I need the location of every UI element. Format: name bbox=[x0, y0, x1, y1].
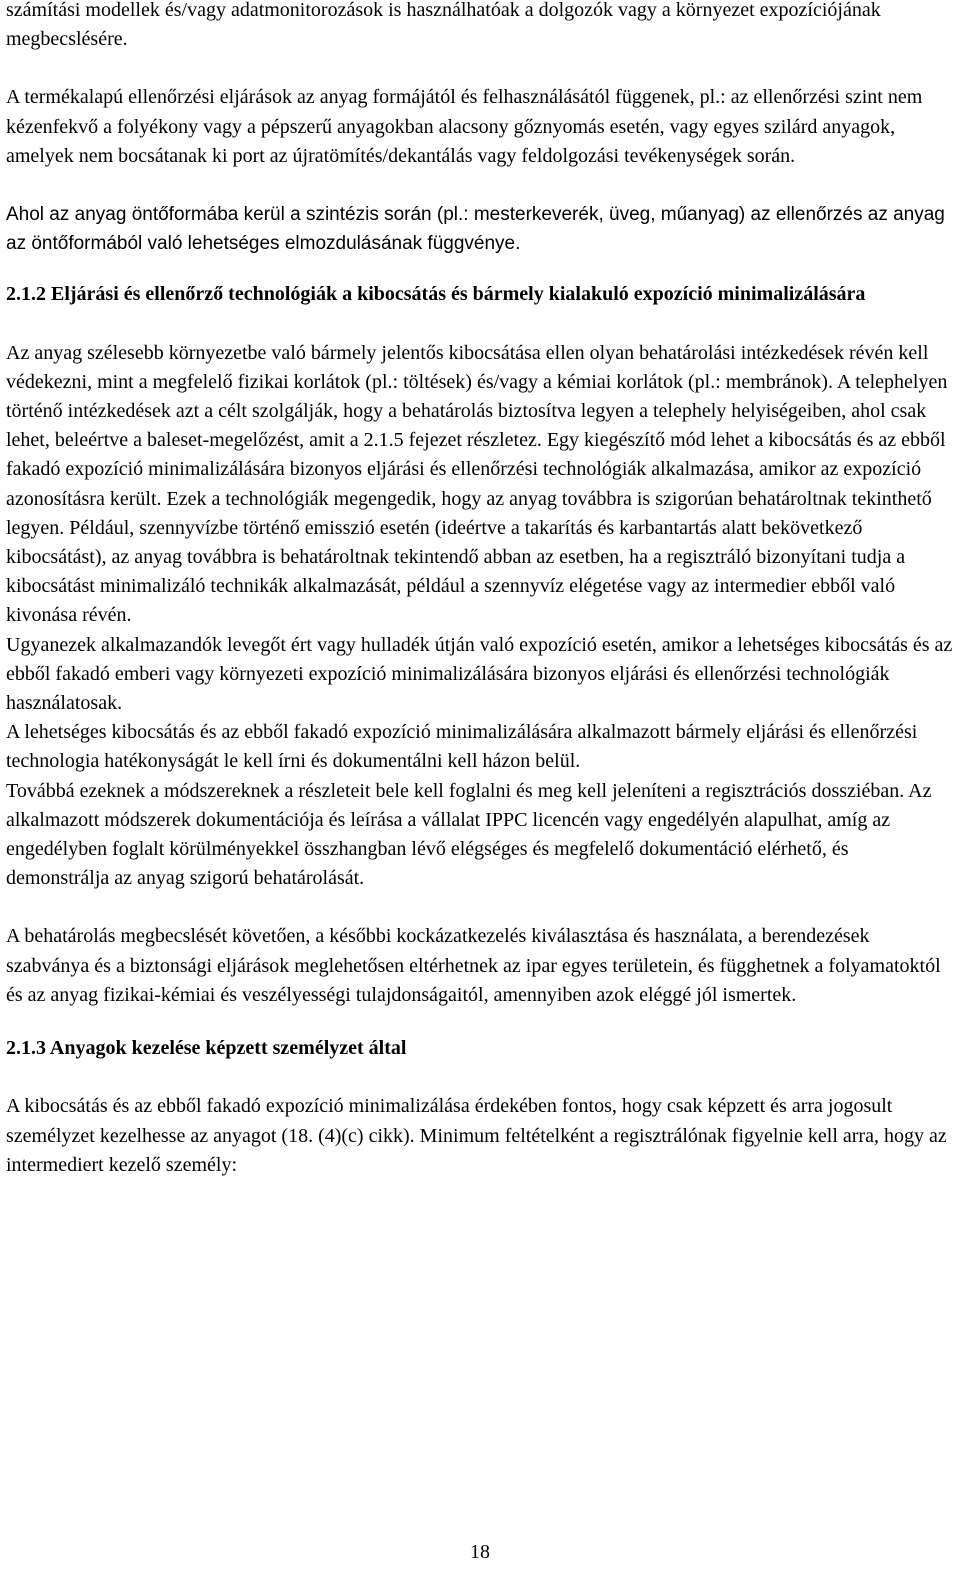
paragraph: Ahol az anyag öntőformába kerül a szintézis során (pl.: mesterkeverék, üveg, műanyag) az ellenőrzés az anyag az öntőformából való lehetséges elmozdulásának függvénye. bbox=[6, 204, 945, 255]
paragraph: számítási modellek és/vagy adatmonitorozások is használhatóak a dolgozók vagy a környezet expozíciójának megbecslésére. bbox=[6, 0, 881, 51]
paragraph: A termékalapú ellenőrzési eljárások az anyag formájától és felhasználásától függenek, pl.: az ellenőrzési szint nem kézenfekvő a folyékony vagy a pépszerű anyagokban alacsony gőznyomás esetén, vagy egyes szilárd anyagok, amelyek nem bocsátanak ki port az újratömítés/dekantálás vagy feldolgozási tevékenységek során. bbox=[6, 86, 923, 167]
document-body bbox=[6, 0, 954, 1180]
paragraph: Továbbá ezeknek a módszereknek a részleteit bele kell foglalni és meg kell jeleníteni a regisztrációs dossziéban. Az alkalmazott módszerek dokumentációja és leírása a vállalat IPPC licencén vagy engedélyén alapulhat, amíg az engedélyben foglalt körülményekkel összhangban lévő elégséges és megfelelő dokumentáció elérhető, és demonstrálja az anyag szigorú behatárolását. bbox=[6, 779, 932, 890]
page-number: 18 bbox=[470, 1541, 490, 1563]
section-heading: 2.1.3 Anyagok kezelése képzett személyzet által bbox=[6, 1037, 407, 1060]
paragraph: Az anyag szélesebb környezetbe való bármely jelentős kibocsátása ellen olyan behatárolási intézkedések révén kell védekezni, mint a megfelelő fizikai korlátok (pl.: töltések) és/vagy a kémiai korlátok (pl.: membránok). A telephelyen történő intézkedések azt a célt szolgálják, hogy a behatárolás biztosítva legyen a telephely helyiségeiben, ahol csak lehet, beleértve a baleset-megelőzést, amit a 2.1.5 fejezet részletez. Egy kiegészítő mód lehet a kibocsátás és az ebből fakadó expozíció minimalizálására bizonyos eljárási és ellenőrzési technológiák alkalmazása, amikor az expozíció azonosításra került. Ezek a technológiák megengedik, hogy az anyag továbbra is szigorúan behatároltnak tekinthető legyen. Például, szennyvízbe történő emisszió esetén (ideértve a takarítás és karbantartás alatt bekövetkező kibocsátást), az anyag továbbra is behatároltnak tekintendő abban az esetben, ha a regisztráló bizonyítani tudja a kibocsátást minimalizáló technikák alkalmazását, például a szennyvíz elégetése vagy az intermedier ebből való kivonása révén. bbox=[6, 341, 948, 627]
paragraph: Ugyanezek alkalmazandók levegőt ért vagy hulladék útján való expozíció esetén, amikor a lehetséges kibocsátás és az ebből fakadó emberi vagy környezeti expozíció minimalizálására bizonyos eljárási és ellenőrzési technológiák használatosak. bbox=[6, 633, 953, 715]
paragraph: A behatárolás megbecslését követően, a későbbi kockázatkezelés kiválasztása és használata, a berendezések szabványa és a biztonsági eljárások meglehetősen eltérhetnek az ipar egyes területein, és függhetnek a folyamatoktól és az anyag fizikai-kémiai és veszélyességi tulajdonságaitól, amennyiben azok eléggé jól ismertek. bbox=[6, 925, 941, 1006]
paragraph: A lehetséges kibocsátás és az ebből fakadó expozíció minimalizálására alkalmazott bármely eljárási és ellenőrzési technologia hatékonyságát le kell írni és dokumentálni kell házon belül. bbox=[6, 721, 918, 773]
section-heading: 2.1.2 Eljárási és ellenőrző technológiák a kibocsátás és bármely kialakuló expozíció minimalizálására bbox=[6, 283, 866, 306]
paragraph: A kibocsátás és az ebből fakadó expozíció minimalizálása érdekében fontos, hogy csak képzett és arra jogosult személyzet kezelhesse az anyagot (18. (4)(c) cikk). Minimum feltételként a regisztrálónak figyelnie kell arra, hogy az intermediert kezelő személy: bbox=[6, 1095, 947, 1176]
